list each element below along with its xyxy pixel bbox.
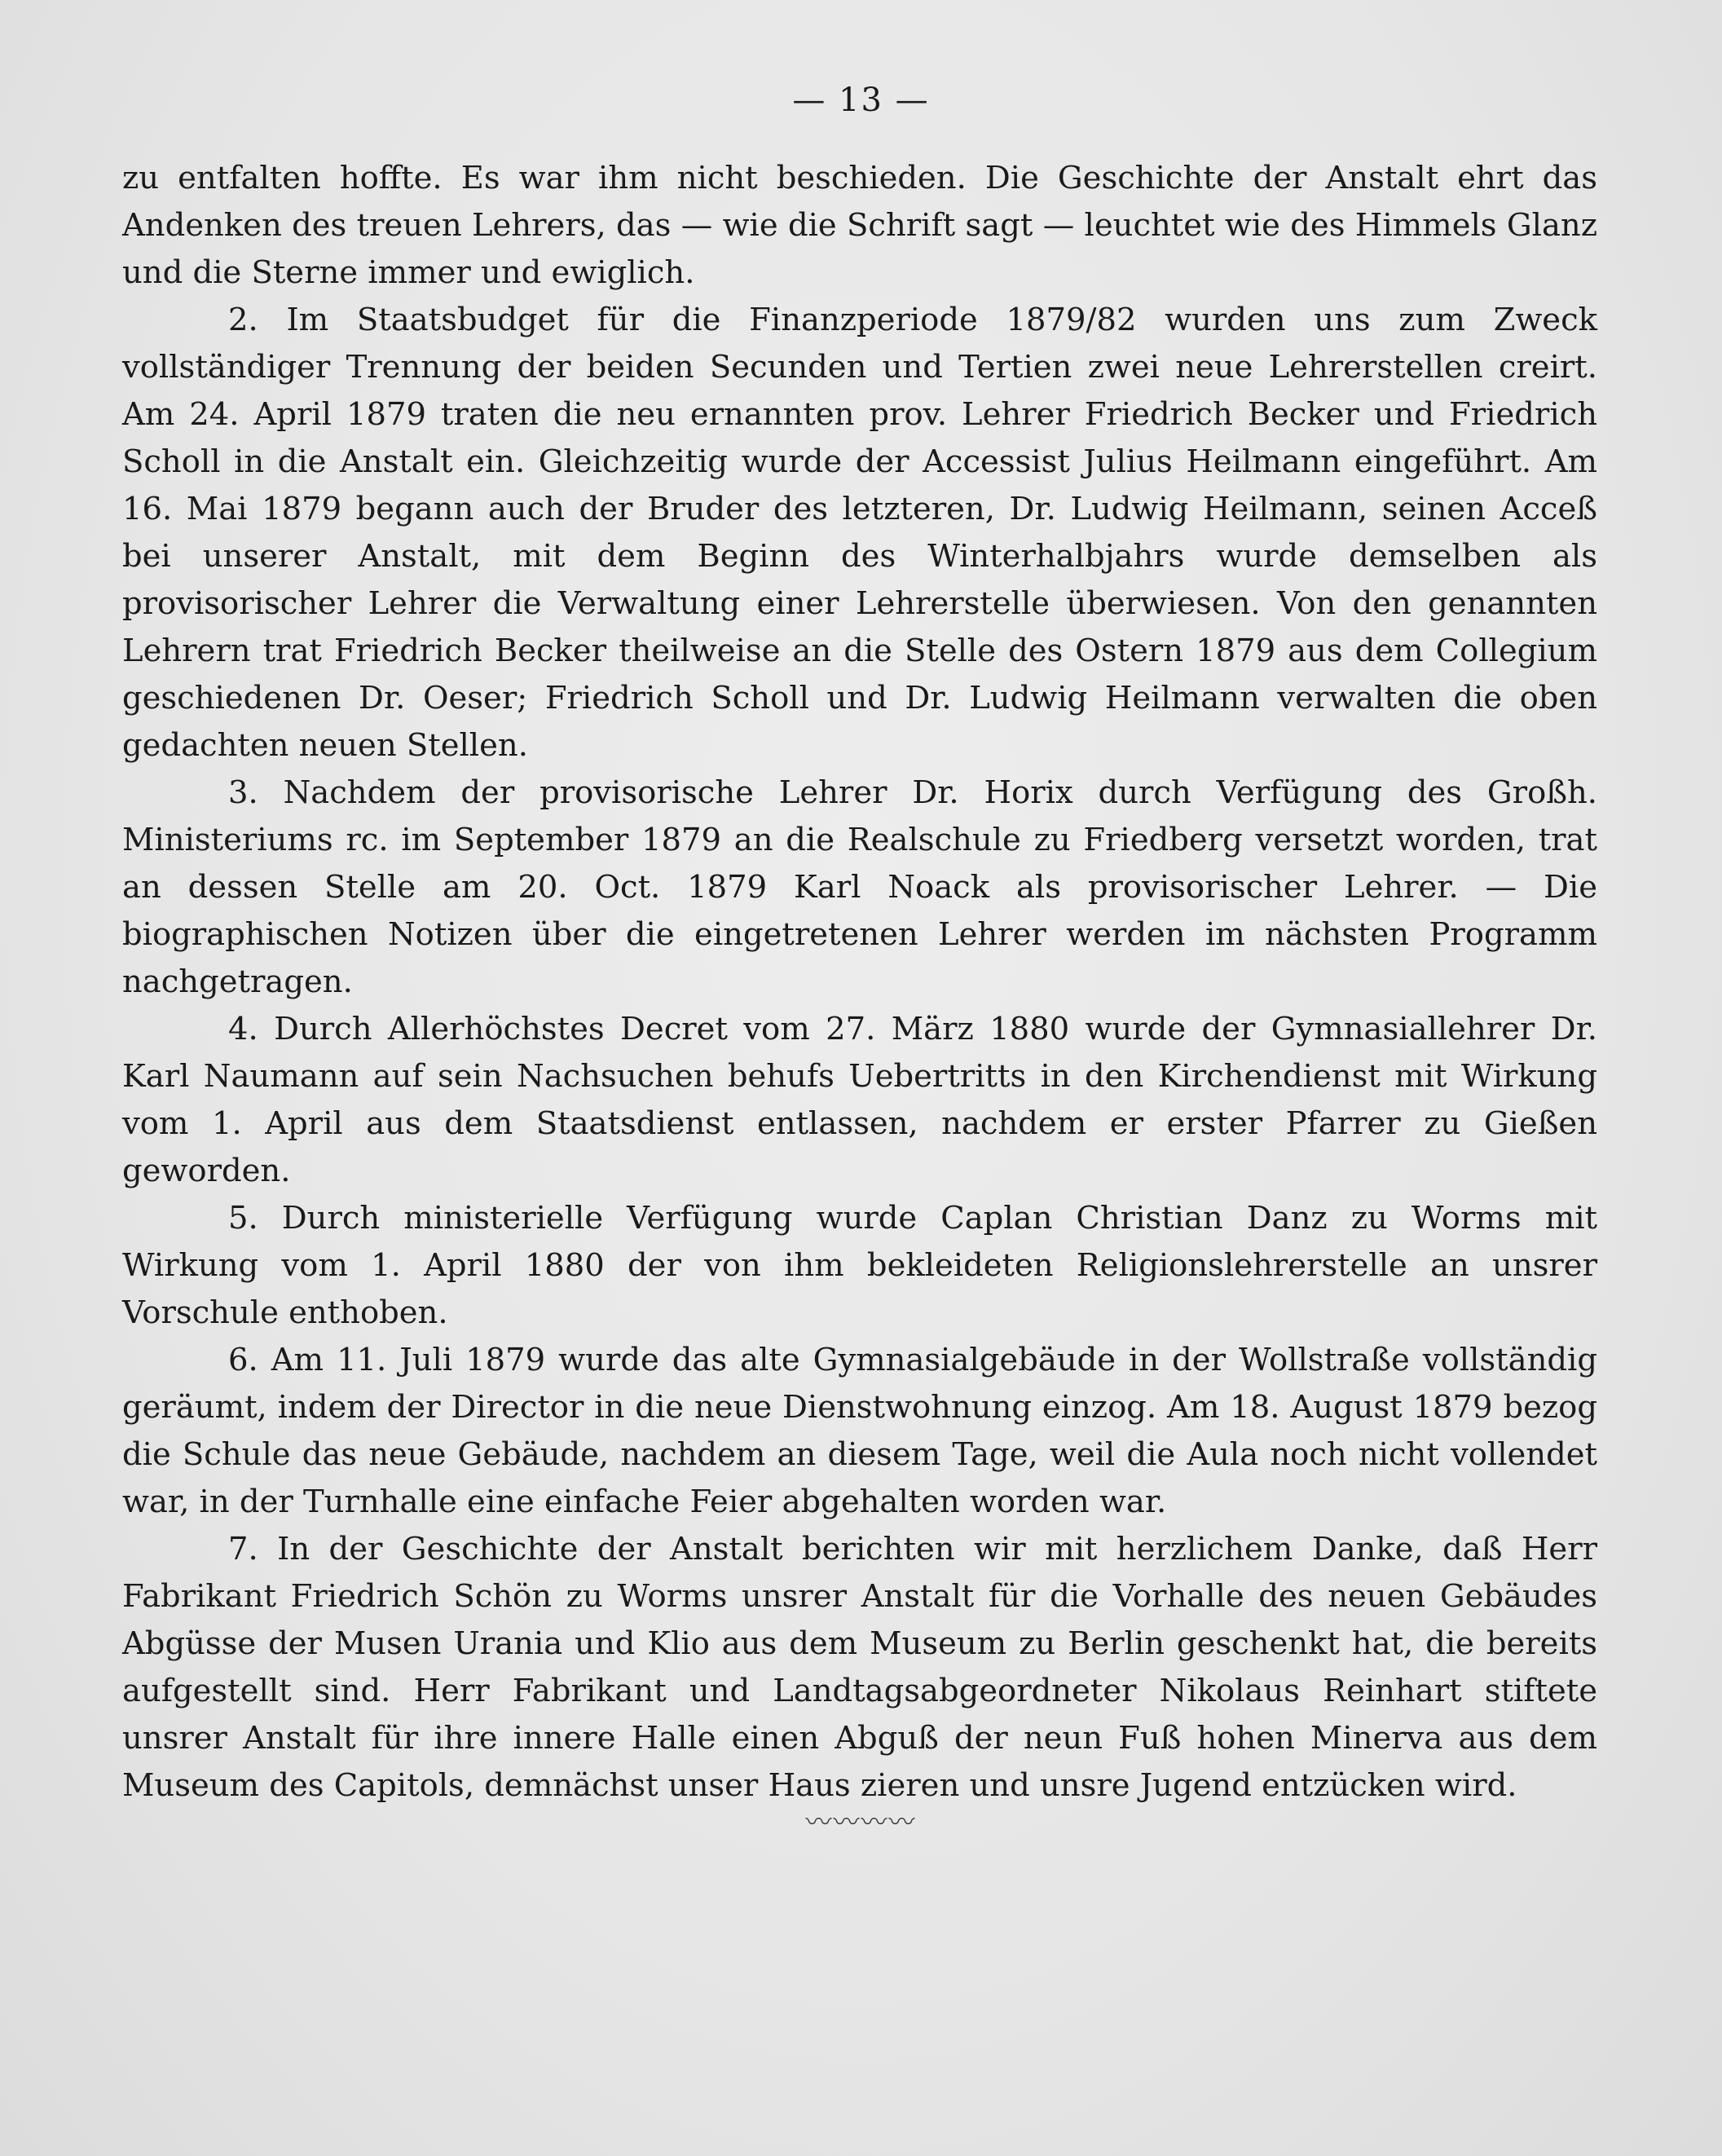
paragraph-continuation: zu entfalten hoffte. Es war ihm nicht beschieden. Die Geschichte der Anstalt ehrt das Andenken des treuen Lehrers, das — wie die Schrift sagt — leuchtet wie des Himmels Glanz und die Sterne immer und ewiglich. <box>122 160 1597 291</box>
paragraph-5-chaplain: 5. Durch ministerielle Verfügung wurde Caplan Christian Danz zu Worms mit Wirkung vom 1. April 1880 der von ihm bekleideten Religionslehrerstelle an unsrer Vorschule enthoben. <box>122 1200 1597 1331</box>
paragraph-3-transfer: 3. Nachdem der provisorische Lehrer Dr. Horix durch Verfügung des Großh. Ministeriums rc. im September 1879 an die Realschule zu Friedberg versetzt worden, trat an dessen Stelle am 20. Oct. 1879 Karl Noack als provisorischer Lehrer. — Die biographischen Notizen über die eingetretenen Lehrer werden im nächsten Programm nachgetragen. <box>122 774 1597 1000</box>
body-text <box>122 155 1597 1810</box>
paragraph-4-decree: 4. Durch Allerhöchstes Decret vom 27. März 1880 wurde der Gymnasiallehrer Dr. Karl Naumann auf sein Nachsuchen behufs Uebertritts in den Kirchendienst mit Wirkung vom 1. April aus dem Staatsdienst entlassen, nachdem er erster Pfarrer zu Gießen geworden. <box>122 1011 1597 1189</box>
paragraph-7-donations: 7. In der Geschichte der Anstalt berichten wir mit herzlichem Danke, daß Herr Fabrikant Friedrich Schön zu Worms unsrer Anstalt für die Vorhalle des neuen Gebäudes Abgüsse der Musen Urania und Klio aus dem Museum zu Berlin geschenkt hat, die bereits aufgestellt sind. Herr Fabrikant und Landtagsabgeordneter Nikolaus Reinhart stiftete unsrer Anstalt für ihre innere Halle einen Abguß der neun Fuß hohen Minerva aus dem Museum des Capitols, demnächst unser Haus zieren und unsre Jugend entzücken wird. <box>122 1531 1597 1804</box>
closing-ornament: 〰〰〰〰 <box>805 1806 917 1837</box>
paragraph-2-new-teachers: 2. Im Staatsbudget für die Finanzperiode 1879/82 wurden uns zum Zweck vollständiger Trennung der beiden Secunden und Tertien zwei neue Lehrerstellen creirt. Am 24. April 1879 traten die neu ernannten prov. Lehrer Friedrich Becker und Friedrich Scholl in die Anstalt ein. Gleichzeitig wurde der Accessist Julius Heilmann eingeführt. Am 16. Mai 1879 begann auch der Bruder des letzteren, Dr. Ludwig Heilmann, seinen Acceß bei unserer Anstalt, mit dem Beginn des Winterhalbjahrs wurde demselben als provisorischer Lehrer die Verwaltung einer Lehrerstelle überwiesen. Von den genannten Lehrern trat Friedrich Becker theilweise an die Stelle des Ostern 1879 aus dem Collegium geschiedenen Dr. Oeser; Friedrich Scholl und Dr. Ludwig Heilmann verwalten die oben gedachten neuen Stellen. <box>122 302 1597 764</box>
page-number: — 13 — <box>792 82 930 119</box>
paragraph-6-building: 6. Am 11. Juli 1879 wurde das alte Gymnasialgebäude in der Wollstraße vollständig geräumt, indem der Director in die neue Dienstwohnung einzog. Am 18. August 1879 bezog die Schule das neue Gebäude, nachdem an diesem Tage, weil die Aula noch nicht vollendet war, in der Turnhalle eine einfache Feier abgehalten worden war. <box>122 1342 1597 1520</box>
